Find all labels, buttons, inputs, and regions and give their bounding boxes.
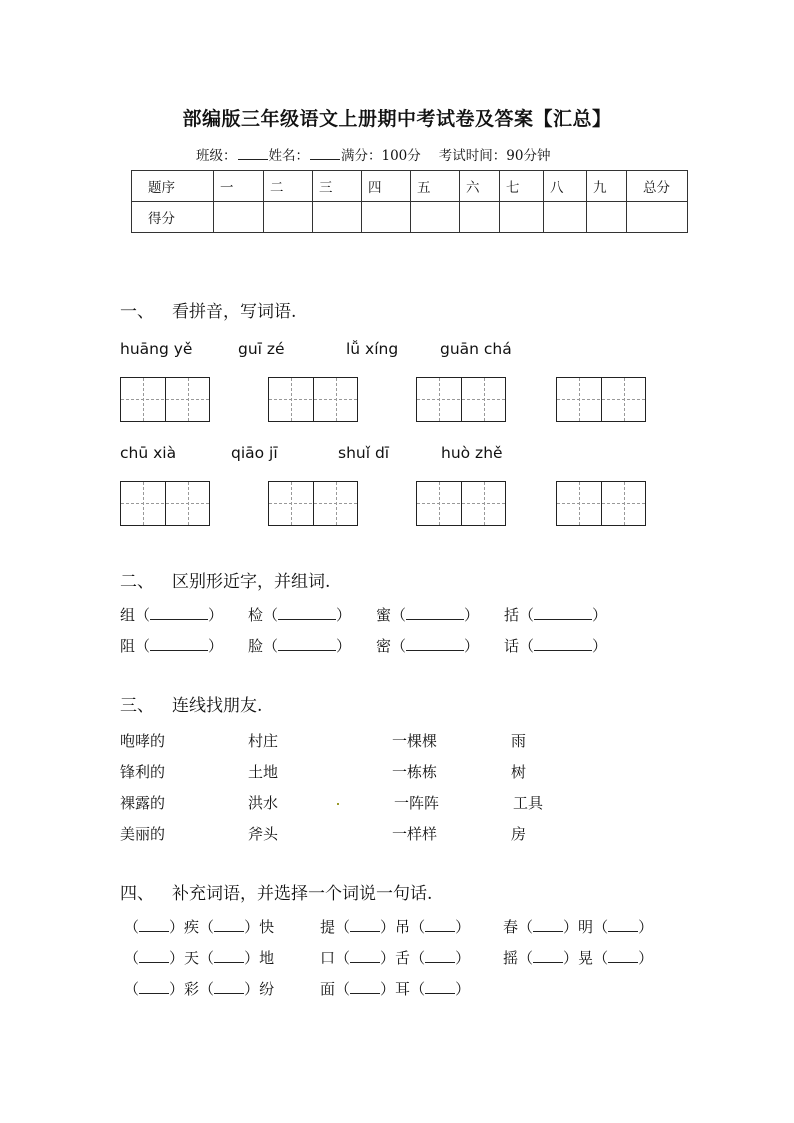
answer-blank[interactable] bbox=[278, 607, 336, 620]
match-word[interactable]: 雨 bbox=[511, 732, 527, 750]
word-item: 话（ ） bbox=[504, 637, 608, 655]
pinyin: guān chá bbox=[440, 340, 512, 358]
match-word[interactable]: 一样样 bbox=[392, 825, 438, 843]
score-cell[interactable] bbox=[264, 202, 313, 233]
answer-blank[interactable] bbox=[150, 638, 208, 651]
word-item: 组（ ） bbox=[120, 606, 224, 624]
pinyin: lǚ xíng bbox=[346, 340, 399, 358]
answer-blank[interactable] bbox=[139, 981, 169, 994]
section1-heading bbox=[120, 297, 296, 322]
word-item: 括（ ） bbox=[504, 606, 608, 624]
header-cell: 八 bbox=[544, 171, 587, 202]
writing-grid[interactable] bbox=[268, 377, 358, 422]
header-cell: 九 bbox=[587, 171, 627, 202]
idiom-item: 春（ ）明（ ） bbox=[503, 918, 654, 936]
pinyin: huāng yě bbox=[120, 340, 193, 358]
pinyin: qiāo jī bbox=[231, 444, 278, 462]
match-word[interactable]: 房 bbox=[511, 825, 527, 843]
answer-blank[interactable] bbox=[608, 950, 638, 963]
score-cell[interactable] bbox=[587, 202, 627, 233]
pinyin: shuǐ dī bbox=[338, 444, 390, 462]
answer-blank[interactable] bbox=[139, 919, 169, 932]
section4-heading bbox=[120, 879, 432, 904]
writing-grid[interactable] bbox=[416, 481, 506, 526]
exam-info bbox=[196, 144, 550, 164]
writing-grid[interactable] bbox=[120, 377, 210, 422]
word-item: 密（ ） bbox=[376, 637, 480, 655]
section-title: 连线找朋友. bbox=[172, 696, 263, 716]
score-cell[interactable] bbox=[460, 202, 500, 233]
match-word[interactable]: 工具 bbox=[513, 794, 544, 812]
answer-blank[interactable] bbox=[534, 607, 592, 620]
score-cell[interactable] bbox=[627, 202, 688, 233]
word-item: 检（ ） bbox=[248, 606, 352, 624]
idiom-item: （ ）天（ ）地 bbox=[124, 949, 275, 967]
answer-blank[interactable] bbox=[533, 950, 563, 963]
word-item: 蜜（ ） bbox=[376, 606, 480, 624]
score-header-row bbox=[132, 171, 688, 202]
header-cell: 七 bbox=[500, 171, 544, 202]
word-item: 阻（ ） bbox=[120, 637, 224, 655]
idiom-item: 摇（ ）晃（ ） bbox=[503, 949, 654, 967]
answer-blank[interactable] bbox=[406, 638, 464, 651]
answer-blank[interactable] bbox=[425, 981, 455, 994]
answer-blank[interactable] bbox=[425, 919, 455, 932]
answer-blank[interactable] bbox=[533, 919, 563, 932]
idiom-item: （ ）彩（ ）纷 bbox=[124, 980, 275, 998]
answer-blank[interactable] bbox=[278, 638, 336, 651]
writing-grid[interactable] bbox=[556, 481, 646, 526]
idiom-item: 口（ ）舌（ ） bbox=[320, 949, 471, 967]
name-label: 姓名： bbox=[268, 148, 309, 164]
exam-time: 考试时间：90分钟 bbox=[438, 148, 551, 164]
match-word[interactable]: 咆哮的 bbox=[120, 732, 166, 750]
section3-heading bbox=[120, 691, 262, 716]
pinyin: chū xià bbox=[120, 444, 177, 462]
page-title: 部编版三年级语文上册期中考试卷及答案【汇总】 bbox=[182, 108, 612, 130]
name-blank[interactable] bbox=[310, 147, 340, 160]
writing-grid[interactable] bbox=[416, 377, 506, 422]
word-item: 脸（ ） bbox=[248, 637, 352, 655]
answer-blank[interactable] bbox=[214, 981, 244, 994]
pinyin: guī zé bbox=[238, 340, 285, 358]
match-word[interactable]: 锋利的 bbox=[120, 763, 166, 781]
answer-blank[interactable] bbox=[350, 919, 380, 932]
match-word[interactable]: 村庄 bbox=[248, 732, 279, 750]
section-title: 区别形近字，并组词. bbox=[172, 572, 331, 592]
answer-blank[interactable] bbox=[608, 919, 638, 932]
section-number: 三、 bbox=[120, 696, 154, 716]
answer-blank[interactable] bbox=[534, 638, 592, 651]
match-word[interactable]: 裸露的 bbox=[120, 794, 166, 812]
section-number: 四、 bbox=[120, 884, 154, 904]
answer-blank[interactable] bbox=[406, 607, 464, 620]
score-cell[interactable] bbox=[544, 202, 587, 233]
score-cell[interactable] bbox=[411, 202, 460, 233]
score-cell[interactable] bbox=[214, 202, 264, 233]
header-cell: 三 bbox=[313, 171, 362, 202]
header-cell: 二 bbox=[264, 171, 313, 202]
match-word[interactable]: 一栋栋 bbox=[392, 763, 438, 781]
idiom-item: 面（ ）耳（ ） bbox=[320, 980, 471, 998]
match-word[interactable]: 土地 bbox=[248, 763, 279, 781]
score-cell[interactable] bbox=[362, 202, 411, 233]
match-word[interactable]: 一棵棵 bbox=[392, 732, 438, 750]
header-cell: 五 bbox=[411, 171, 460, 202]
section-title: 看拼音，写词语. bbox=[172, 302, 297, 322]
writing-grid[interactable] bbox=[268, 481, 358, 526]
pinyin: huò zhě bbox=[441, 444, 503, 462]
header-cell: 总分 bbox=[627, 171, 688, 202]
writing-grid[interactable] bbox=[120, 481, 210, 526]
match-word[interactable]: 洪水 bbox=[248, 794, 279, 812]
score-table bbox=[131, 170, 688, 233]
header-cell: 六 bbox=[460, 171, 500, 202]
stray-dot bbox=[337, 803, 339, 805]
header-cell: 一 bbox=[214, 171, 264, 202]
answer-blank[interactable] bbox=[214, 950, 244, 963]
answer-blank[interactable] bbox=[425, 950, 455, 963]
class-blank[interactable] bbox=[238, 147, 268, 160]
answer-blank[interactable] bbox=[139, 950, 169, 963]
class-label: 班级： bbox=[196, 148, 237, 164]
writing-grid[interactable] bbox=[556, 377, 646, 422]
match-word[interactable]: 树 bbox=[511, 763, 527, 781]
idiom-item: （ ）疾（ ）快 bbox=[124, 918, 275, 936]
row-label: 得分 bbox=[132, 202, 214, 233]
header-cell: 四 bbox=[362, 171, 411, 202]
section-number: 一、 bbox=[120, 302, 154, 322]
answer-blank[interactable] bbox=[150, 607, 208, 620]
score-cell[interactable] bbox=[313, 202, 362, 233]
match-word[interactable]: 一阵阵 bbox=[394, 794, 440, 812]
score-value-row bbox=[132, 202, 688, 233]
answer-blank[interactable] bbox=[350, 981, 380, 994]
header-cell: 题序 bbox=[132, 171, 214, 202]
score-cell[interactable] bbox=[500, 202, 544, 233]
idiom-item: 提（ ）吊（ ） bbox=[320, 918, 471, 936]
section-number: 二、 bbox=[120, 572, 154, 592]
section-title: 补充词语，并选择一个词说一句话. bbox=[172, 884, 433, 904]
match-word[interactable]: 美丽的 bbox=[120, 825, 166, 843]
answer-blank[interactable] bbox=[214, 919, 244, 932]
section2-heading bbox=[120, 567, 330, 592]
full-score: 满分：100分 bbox=[341, 148, 421, 164]
match-word[interactable]: 斧头 bbox=[248, 825, 279, 843]
answer-blank[interactable] bbox=[350, 950, 380, 963]
